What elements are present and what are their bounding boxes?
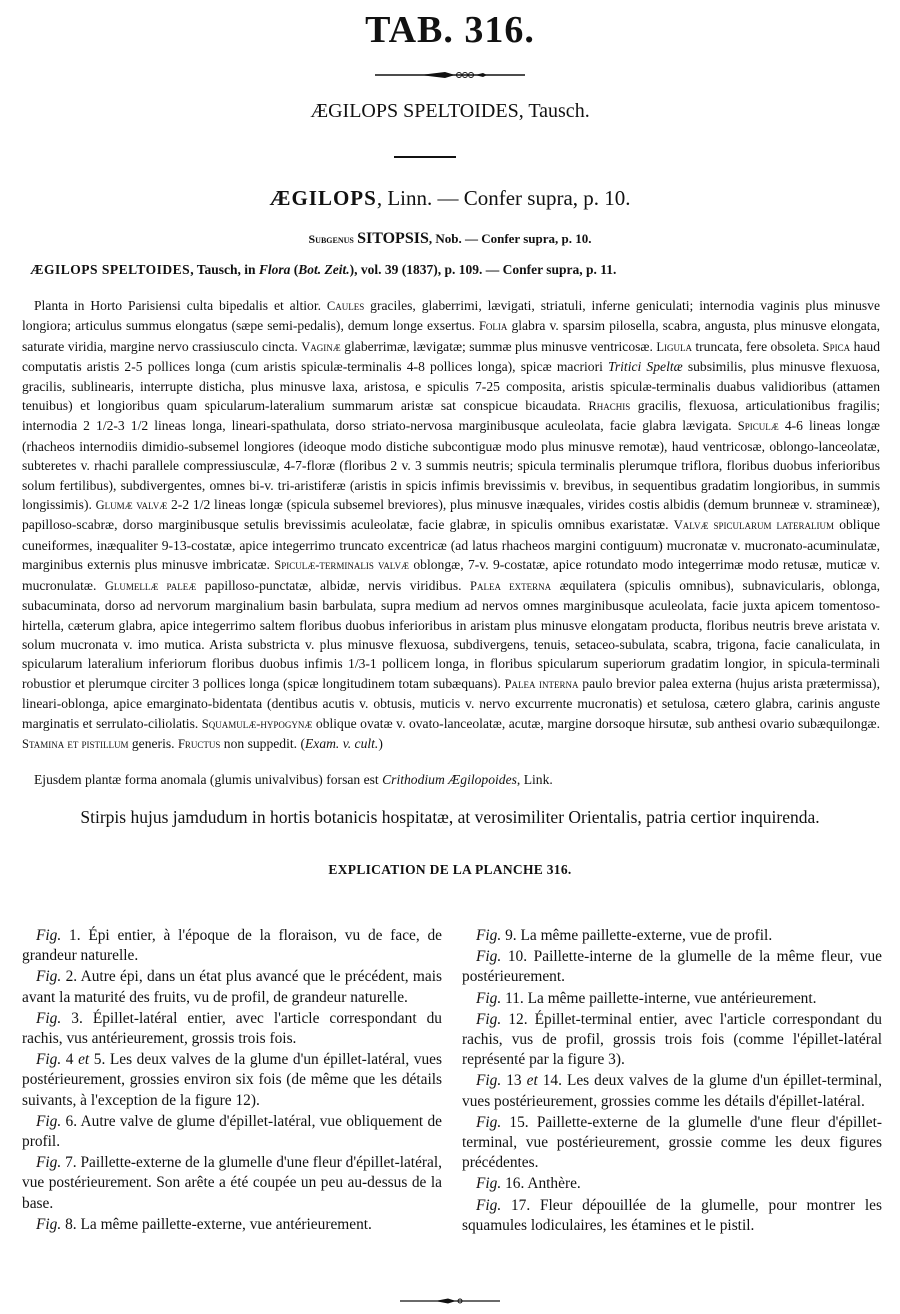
description-text: ) xyxy=(378,735,383,751)
figure-number: 11. xyxy=(501,989,528,1007)
figure-caption xyxy=(22,1050,442,1111)
figure-caption xyxy=(462,1010,882,1071)
figure-label: Fig. xyxy=(476,927,502,944)
figure-caption xyxy=(462,1174,882,1194)
organ-term: Squamulæ-hypogynæ xyxy=(201,716,313,731)
ornamental-rule xyxy=(375,70,525,80)
figure-number: 1. xyxy=(61,927,89,944)
note-taxon: Crithodium Ægilopoides xyxy=(382,772,517,787)
description-text: 4-6 lineas longæ (rhacheos internodiis dimidio-subsemel longiores (ideoque modo distiche subcontiguæ modo plus minusve remotæ), haud ventricosæ, oblongo-lanceolatæ, subteretes v. rhachi parallele compressiusculæ, 4-7-floræ (floribus 2 v. 3 summis neutris; spicula terminalis plerumque triflora, floribus duobus inferioribus solum fertilibus), subdivergentes, omnes bi-v. tri-aristiferæ (aristis in spicis infimis brevissimis v. brevibus, in sequentibus gradatim longioribus, in summis longissimis). xyxy=(22,418,881,513)
organ-term: Glumæ valvæ xyxy=(95,498,168,513)
figure-number: 8. xyxy=(61,1215,81,1233)
italic-term: Tritici Speltæ xyxy=(608,359,683,375)
figure-label: Fig. xyxy=(476,1113,502,1131)
subgenus-line xyxy=(0,230,900,248)
anomalous-form-note xyxy=(34,772,880,788)
organ-term: Glumellæ paleæ xyxy=(104,578,197,593)
figure-caption xyxy=(462,947,882,987)
genus-name: ÆGILOPS xyxy=(269,186,377,210)
figure-description: Paillette-interne de la glumelle de la même fleur, vue postérieurement. xyxy=(462,948,882,986)
figure-number: 17. xyxy=(501,1196,540,1214)
citation-journal: Flora xyxy=(258,262,291,277)
figure-number: 6. xyxy=(61,1112,81,1130)
description-text: graciles, glaberrimi, lævigati, striatuli, inferne geniculati; internodia vaginis plus minusve longiora; articulus summus elongatus (sæpe semi-pedalis), demum longe exsertus. xyxy=(22,298,880,334)
organ-term: Palea interna xyxy=(504,676,579,691)
citation-journal-sub: Bot. Zeit. xyxy=(298,262,350,277)
description-text: truncata, fere obsoleta. xyxy=(691,338,823,354)
organ-term: Rhachis xyxy=(588,399,631,414)
explication-heading: EXPLICATION DE LA PLANCHE 316. xyxy=(328,862,572,877)
figure-list-right xyxy=(462,926,882,1237)
description-text: Planta in Horto Parisiensi culta bipedalis et altior. xyxy=(34,298,327,313)
figure-description: Paillette-externe de la glumelle d'une fleur d'épillet-terminal, vue postérieurement, grossie comme les deux figures précédentes. xyxy=(462,1113,882,1172)
figure-description: Les deux valves de la glume d'un épillet-terminal, vues postérieurement, grossies comme les détails d'épillet-latéral. xyxy=(462,1072,882,1110)
figure-caption xyxy=(22,967,442,1007)
figure-number: 15. xyxy=(501,1113,537,1131)
organ-term: Folia xyxy=(478,319,508,334)
organ-term: Palea externa xyxy=(470,578,552,593)
figure-caption xyxy=(462,1196,882,1236)
description-text: glaberrimæ, lævigatæ; summæ plus minusve ventricosæ. xyxy=(340,338,657,354)
italic-term: Exam. v. cult. xyxy=(304,735,379,751)
figure-label: Fig. xyxy=(36,1154,62,1172)
citation-name: ÆGILOPS SPELTOIDES xyxy=(30,262,191,277)
figure-description: La même paillette-externe, vue antérieurement. xyxy=(80,1215,372,1233)
figure-label: Fig. xyxy=(36,1051,62,1069)
figure-description: Fleur dépouillée de la glumelle, pour montrer les squamules lodiculaires, les étamines et le pistil. xyxy=(462,1196,882,1234)
figure-description: Autre valve de glume d'épillet-latéral, vue obliquement de profil. xyxy=(22,1112,443,1151)
description-text: gracilis, flexuosa, articulationibus fragilis; internodia 2 1/2-3 1/2 lineas longa, lineari-spathulata, dorso striato-nervosa marginibusque aculeolata, facie glabra lævigata. xyxy=(22,398,880,434)
description-text: 2-2 1/2 lineas longæ (spicula subsemel breviores), plus minusve inæquales, virides costis albidis (demum brunneæ v. stramineæ), papilloso-scabræ, dorso marginibusque setulis brevissimis aculeolatæ, facie glabræ, in spiculis omnibus exaristatæ. xyxy=(22,497,881,533)
figure-description: La même paillette-externe, vue de profil. xyxy=(520,927,773,944)
description-text: non suppedit. ( xyxy=(220,735,305,751)
figure-caption xyxy=(462,1113,882,1174)
organ-term: Spiculæ-terminalis valvæ xyxy=(274,558,409,573)
origin-note: Stirpis hujus jamdudum in hortis botanicis hospitatæ, at verosimiliter Orientalis, patria certior inquirenda. xyxy=(80,807,820,827)
figure-description: Épillet-terminal entier, avec l'article correspondant du rachis, vus de profil, grossis trois fois (comme l'épillet-latéral représenté par la figure 3). xyxy=(462,1010,883,1069)
figure-caption xyxy=(462,926,882,946)
figure-label: Fig. xyxy=(476,948,502,966)
figure-list-left xyxy=(22,926,442,1236)
figure-label: Fig. xyxy=(476,1010,502,1028)
figure-number: 4 et 5. xyxy=(61,1051,110,1069)
description-text: papilloso-punctatæ, albidæ, nervis viridibus. xyxy=(196,577,470,593)
figure-description: Autre épi, dans un état plus avancé que le précédent, mais avant la maturité des fruits, vu de profil, de grandeur naturelle. xyxy=(22,968,442,1006)
description-text: haud computatis aristis 2-5 pollices longa (cum aristis spiculæ-terminalis 4-8 pollices longa), spicæ macriori xyxy=(22,338,880,375)
description-text: oblongæ, 7-v. 9-costatæ, apice rotundato modo integerrimæ modo retusæ, muticæ v. mucronulatæ. xyxy=(22,557,880,593)
figure-label: Fig. xyxy=(36,927,62,944)
organ-term: Spica xyxy=(822,339,851,354)
figure-description: Épi entier, à l'époque de la floraison, vu de face, de grandeur naturelle. xyxy=(22,927,442,965)
figure-caption xyxy=(22,1215,442,1235)
figure-label: Fig. xyxy=(36,1009,62,1027)
description-text: æquilatera (spiculis omnibus), subnavicularis, oblonga, subacuminata, dorso ad nervorum marginalium basin barbulata, supra medium ad nervos omnes marginibusque aculeolata, facie juxta apicem tomentoso-hirtella, cæterum glabra, apice integerrimo saltem floribus duobus inferioribus in aristam plus minusve elongatam producta, floribus neutris breve aristata v. solum mucronata v. imo mutica. Arista substricta v. plus minusve flexuosa, subdivergens, tenuis, setaceo-subulata, scabra, trigona, facie canaliculata, in spicularum lateralium inferiorum floribus duobus infimis 1/3-1 pollicem longa, in floribus spicularum superiorum gradatim longior, in spicula-terminali robustior et plerumque circiter 3 pollices longa (spicæ longitudinem totam subæquans). xyxy=(22,577,880,691)
figure-number: 3. xyxy=(61,1009,93,1027)
species-citation xyxy=(30,262,880,278)
figure-caption xyxy=(22,1112,442,1152)
figure-caption xyxy=(462,1071,882,1111)
organ-term: Ligula xyxy=(656,339,692,354)
figure-label: Fig. xyxy=(476,989,502,1007)
organ-term: Spiculæ xyxy=(737,419,779,434)
citation-text: ( xyxy=(290,262,299,277)
description-text: oblique ovatæ v. ovato-lanceolatæ, acutæ, margine dorsoque hirsutæ, sub anthesi ovario subæquilongæ. xyxy=(312,715,880,731)
figure-description: Anthère. xyxy=(527,1175,581,1193)
subgenus-name: SITOPSIS xyxy=(357,230,429,247)
figure-label: Fig. xyxy=(476,1196,502,1214)
note-text: Ejusdem plantæ forma anomala (glumis univalvibus) forsan est xyxy=(34,772,383,787)
plate-title: TAB. 316. xyxy=(365,9,535,51)
figure-number: 12. xyxy=(501,1010,535,1028)
description-text: generis. xyxy=(128,735,178,751)
figure-caption xyxy=(22,1009,442,1049)
figure-caption xyxy=(462,989,882,1009)
organ-term: Stamina et pistillum xyxy=(22,736,129,751)
figure-label: Fig. xyxy=(36,1112,62,1130)
description-text: glabra v. sparsim pilosella, scabra, angusta, plus minusve elongata, saturate viridia, margine nervo crassiusculo cincta. xyxy=(22,318,881,354)
citation-text: ), vol. 39 (1837), p. 109. — Confer supra, p. 11. xyxy=(349,262,617,277)
subgenus-prefix: Subgenus xyxy=(308,232,354,246)
ornamental-rule-bottom xyxy=(400,1296,500,1306)
figure-label: Fig. xyxy=(476,1175,502,1193)
figure-label: Fig. xyxy=(36,968,62,986)
figure-number: 13 et 14. xyxy=(501,1072,567,1090)
figure-number: 7. xyxy=(61,1154,81,1172)
subgenus-reference: , Nob. — Confer supra, p. 10. xyxy=(428,231,592,246)
organ-term: Caules xyxy=(326,299,365,313)
figure-description: Les deux valves de la glume d'un épillet-latéral, vues postérieurement, grossies environ six fois (de même que les détails suivants, à l'exception de la figure 12). xyxy=(22,1051,442,1109)
figure-caption xyxy=(22,1153,442,1214)
figure-number: 2. xyxy=(61,968,81,986)
species-description xyxy=(22,296,880,754)
figure-description: Paillette-externe de la glumelle d'une fleur d'épillet-latéral, vue postérieurement. Son arête a été coupée un peu au-dessus de la base. xyxy=(22,1154,442,1212)
figure-description: La même paillette-interne, vue antérieurement. xyxy=(527,989,817,1007)
divider xyxy=(394,156,456,158)
genus-line xyxy=(0,186,900,211)
organ-term: Fructus xyxy=(177,736,221,751)
citation-text: , Tausch, in xyxy=(190,262,259,277)
figure-label: Fig. xyxy=(476,1072,502,1090)
organ-term: Valvæ spicularum lateralium xyxy=(673,518,834,533)
figure-description: Épillet-latéral entier, avec l'article correspondant du rachis, vus antérieurement, grossis trois fois. xyxy=(22,1009,442,1048)
description-text: oblique cuneiformes, inæqualiter 9-13-costatæ, apice integerrimo truncato excentricæ (ad latus rhacheos margini contiguum) mucronatæ v. mucronato-acuminulatæ, marginibus externis plus minusve imbricatæ. xyxy=(22,517,880,573)
description-text: subsimilis, plus minusve flexuosa, gracilis, sublinearis, interrupte disticha, plus minusve laxa, aristosa, e spiculis 7-25 composita, aristis spiculæ-terminalis duabus validioribus (attamen tenuibus) et longioribus quam spicularum-lateralium summarum aristæ sat conspicue bicaudata. xyxy=(22,359,881,414)
note-text: , Link. xyxy=(516,772,553,787)
organ-term: Vaginæ xyxy=(301,339,341,354)
figure-caption xyxy=(22,926,442,966)
figure-number: 9. xyxy=(501,927,521,944)
figure-number: 16. xyxy=(501,1175,528,1193)
description-text: paulo brevior palea externa (hujus arista prætermissa), lineari-oblonga, apice emarginato-bidentata (dentibus acutis v. obtusis, muticis v. nervo excurrente mucronatis) et setulosa, cætero glabra, carinis anguste marginatis et serrulato-ciliolatis. xyxy=(22,675,880,731)
figure-label: Fig. xyxy=(36,1215,62,1233)
species-heading: ÆGILOPS SPELTOIDES, Tausch. xyxy=(310,100,590,122)
figure-number: 10. xyxy=(501,948,534,966)
genus-reference: , Linn. — Confer supra, p. 10. xyxy=(376,186,631,210)
